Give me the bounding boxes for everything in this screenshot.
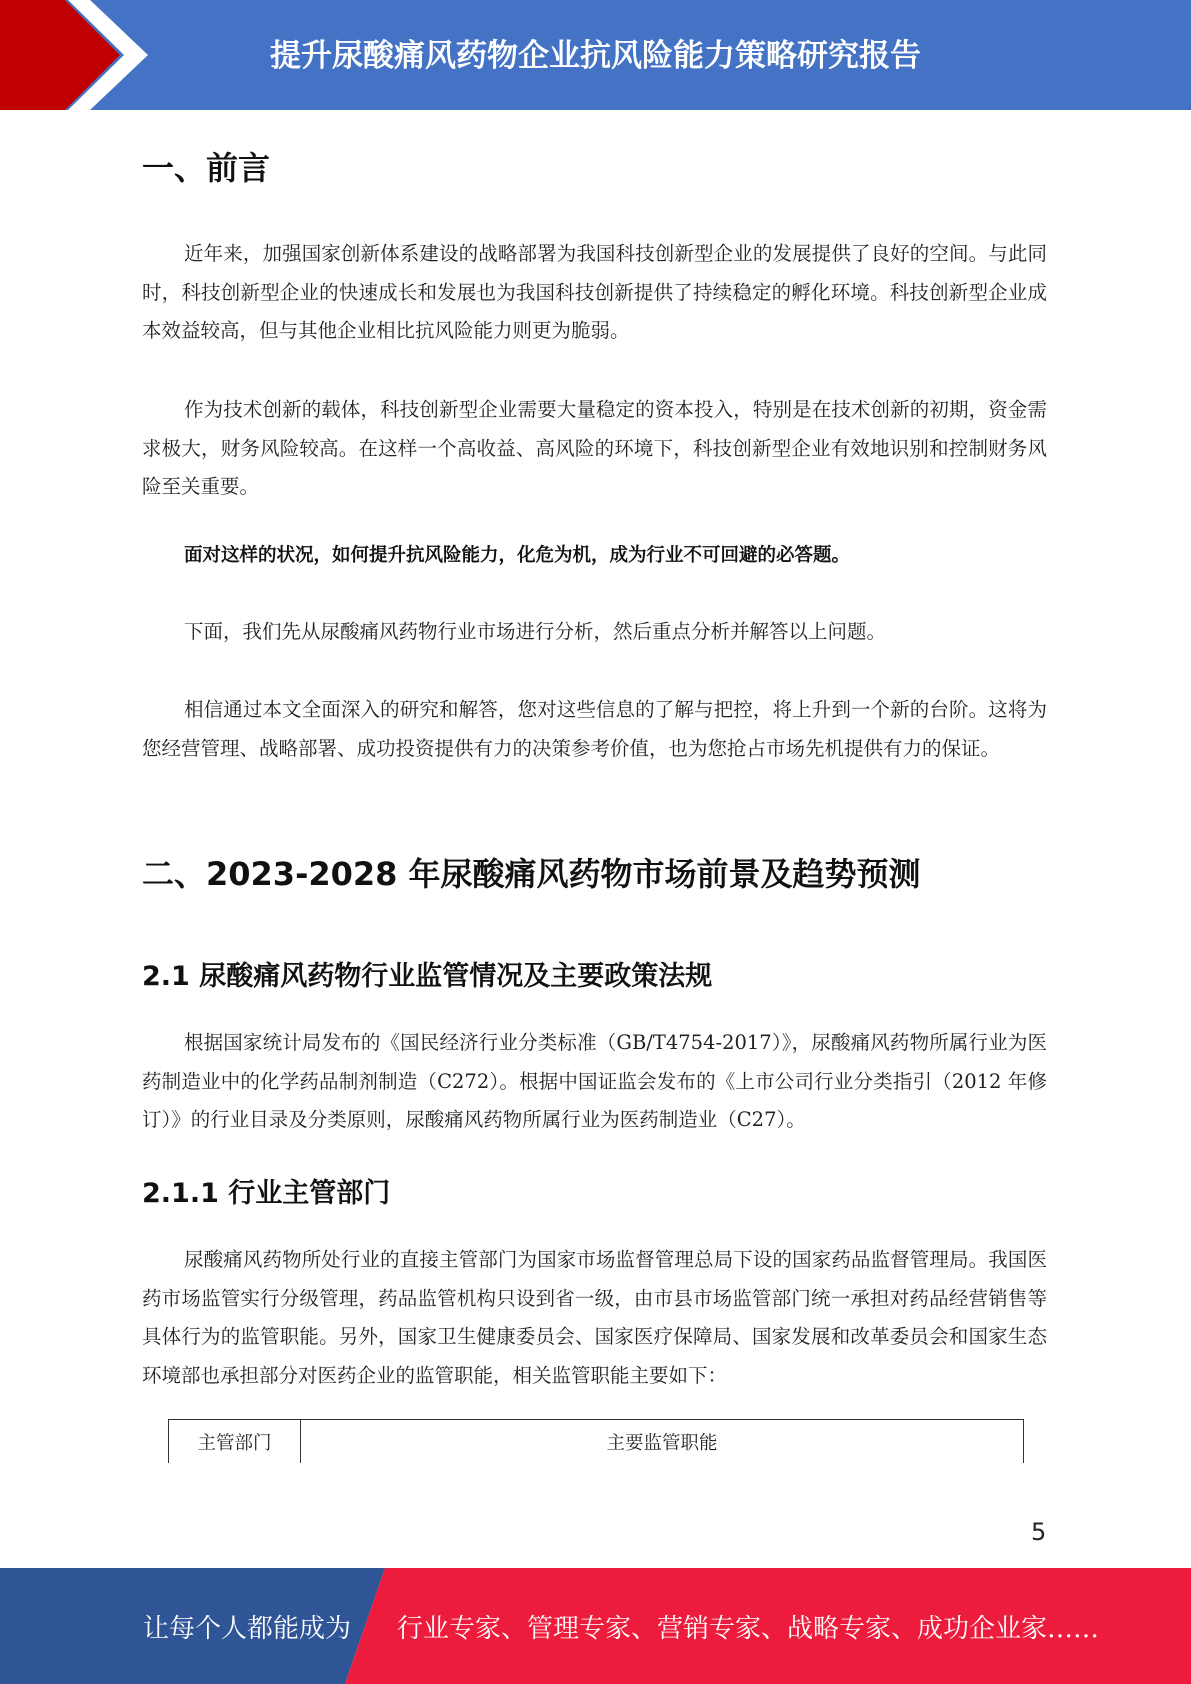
preface-paragraph-3: 面对这样的状况，如何提升抗风险能力，化危为机，成为行业不可回避的必答题。 (184, 545, 851, 566)
footer-slogan-right: 行业专家、管理专家、营销专家、战略专家、成功企业家…… (397, 1614, 1100, 1644)
table-header-department: 主管部门 (169, 1420, 301, 1463)
section-2-1-1-heading: 2.1.1 行业主管部门 (142, 1178, 391, 1209)
preface-paragraph-5: 相信通过本文全面深入的研究和解答，您对这些信息的了解与把控，将上升到一个新的台阶。这将为您经营管理、战略部署、成功投资提供有力的决策参考价值，也为您抢占市场先机提供有力的保证。 (142, 698, 1047, 760)
report-footer (0, 1568, 1191, 1684)
preface-paragraph-1: 近年来，加强国家创新体系建设的战略部署为我国科技创新型企业的发展提供了良好的空间。与此同时，科技创新型企业的快速成长和发展也为我国科技创新提供了持续稳定的孵化环境。科技创新型企业成本效益较高，但与其他企业相比抗风险能力则更为脆弱。 (142, 242, 1047, 342)
report-title: 提升尿酸痛风药物企业抗风险能力策略研究报告 (270, 38, 921, 74)
preface-heading: 一、前言 (142, 149, 271, 187)
section-2-1-heading: 2.1 尿酸痛风药物行业监管情况及主要政策法规 (142, 961, 713, 992)
preface-paragraph-2: 作为技术创新的载体，科技创新型企业需要大量稳定的资本投入，特别是在技术创新的初期，资金需求极大，财务风险较高。在这样一个高收益、高风险的环境下，科技创新型企业有效地识别和控制财务风险至关重要。 (142, 398, 1047, 498)
section-2-1-1-paragraph: 尿酸痛风药物所处行业的直接主管部门为国家市场监督管理总局下设的国家药品监督管理局。我国医药市场监管实行分级管理，药品监管机构只设到省一级，由市县市场监管部门统一承担对药品经营销售等具体行为的监管职能。另外，国家卫生健康委员会、国家医疗保障局、国家发展和改革委员会和国家生态环境部也承担部分对医药企业的监管职能，相关监管职能主要如下： (142, 1248, 1047, 1387)
regulator-table-header (168, 1419, 1024, 1463)
table-header-duties: 主要监管职能 (606, 1432, 718, 1454)
section-2-heading: 二、2023-2028 年尿酸痛风药物市场前景及趋势预测 (142, 855, 921, 893)
section-2-1-paragraph: 根据国家统计局发布的《国民经济行业分类标准（GB/T4754-2017）》，尿酸痛风药物所属行业为医药制造业中的化学药品制剂制造（C272）。根据中国证监会发布的《上市公司行业分类指引（2012 年修订）》的行业目录及分类原则，尿酸痛风药物所属行业为医药制造业（C27）。 (142, 1031, 1047, 1131)
page-number: 5 (1031, 1518, 1047, 1546)
report-header (0, 0, 1191, 110)
footer-slogan-left: 让每个人都能成为 (143, 1614, 352, 1644)
preface-paragraph-4: 下面，我们先从尿酸痛风药物行业市场进行分析，然后重点分析并解答以上问题。 (184, 620, 887, 643)
